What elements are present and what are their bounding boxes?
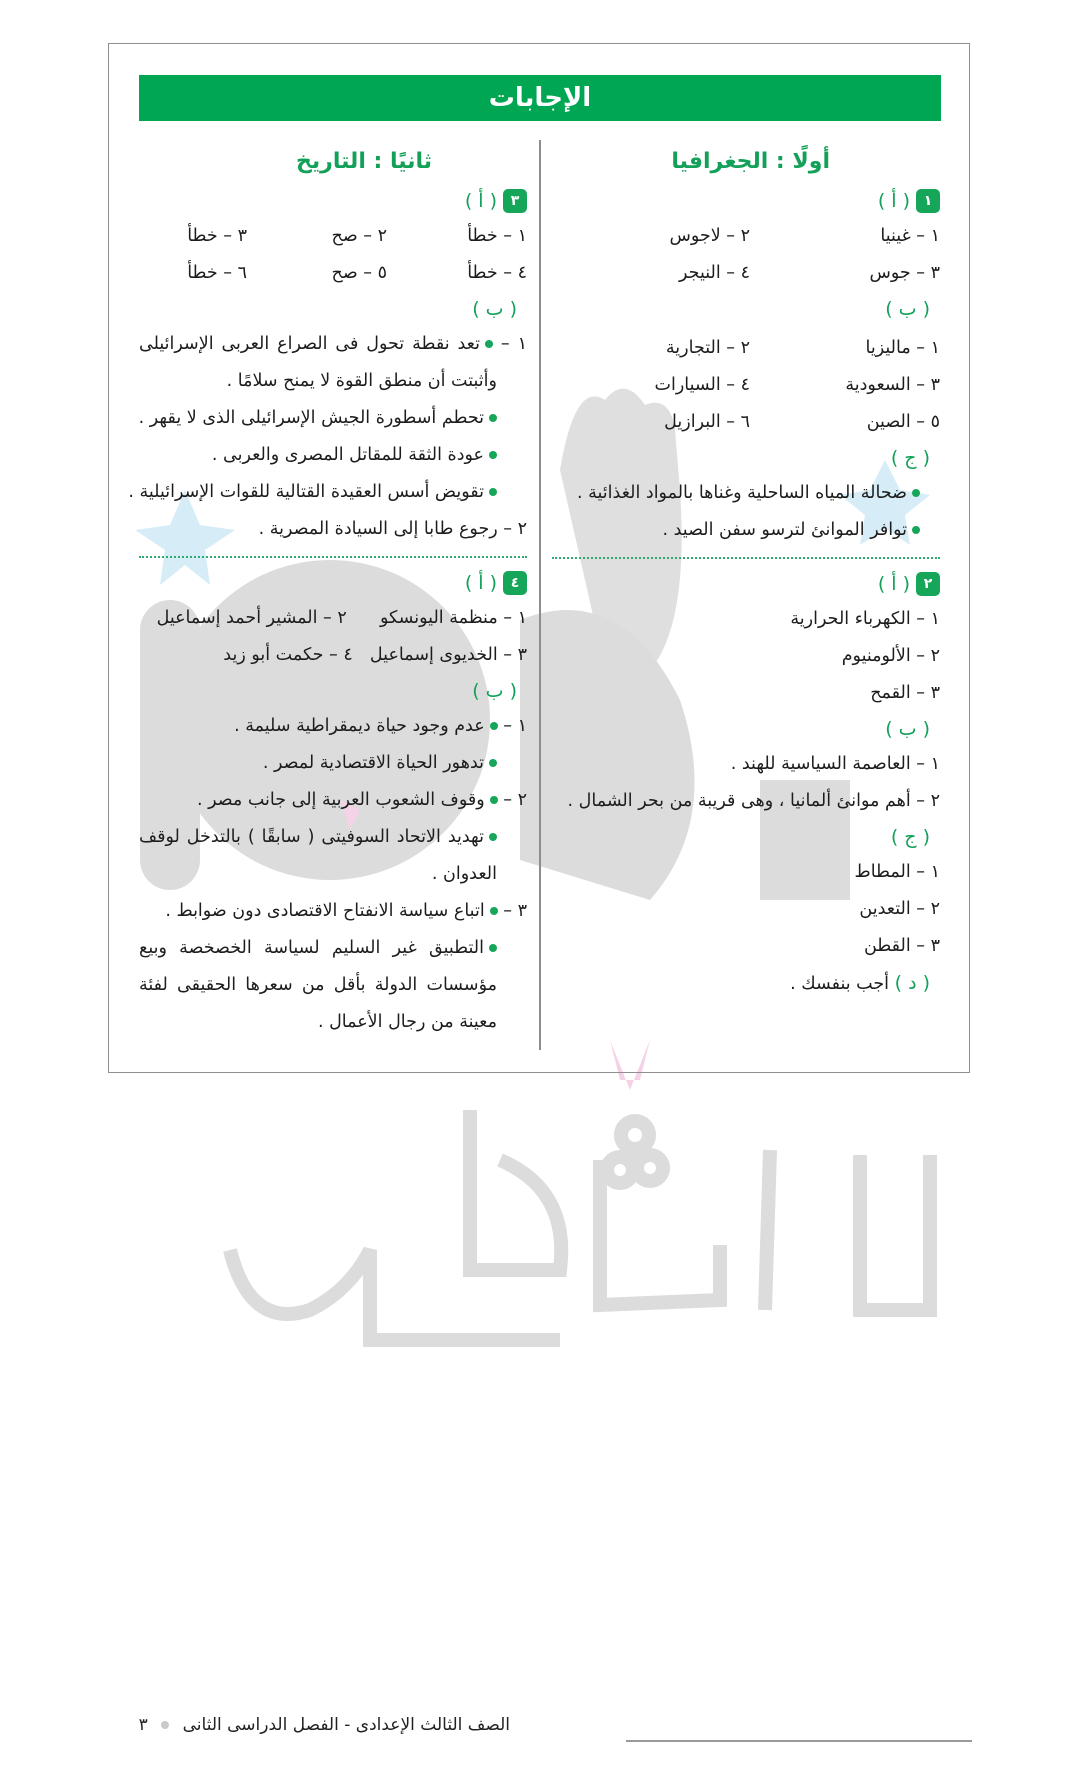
part-label: ( أ ) — [464, 190, 497, 212]
answer-item: ٤ – حكمت أبو زيد — [223, 645, 353, 665]
answer-item: ٤ – النيجر — [679, 263, 750, 283]
question-badge: ١ — [916, 189, 940, 213]
footer-dot-icon — [161, 1721, 169, 1729]
history-column — [128, 140, 527, 1041]
bullet-item — [128, 474, 527, 511]
bullet-item — [139, 437, 527, 474]
column-divider — [539, 140, 541, 1050]
part-label: ( أ ) — [464, 572, 497, 594]
bullet-text: التطبيق غير السليم لسياسة الخصخصة وبيع مؤسسات الدولة بأقل من سعرها الحقيقى لفئة معينة من رجال الأعمال . — [139, 938, 497, 1032]
question-badge: ٤ — [503, 571, 527, 595]
watermark-wordmark — [230, 1110, 930, 1340]
bullet-item — [552, 512, 940, 549]
part-label: ( ج ) — [890, 447, 930, 469]
bullet-item — [139, 930, 527, 1041]
answer-item: ٤ – خطأ — [467, 263, 527, 283]
item-number: ٣ – — [503, 901, 527, 921]
answer-item: ١ – المطاط — [854, 862, 940, 882]
part-label: ( د ) — [894, 972, 930, 994]
answer-item: ٢ – لاجوس — [669, 226, 750, 246]
answer-text: أجب بنفسك . — [790, 974, 890, 994]
geography-column — [552, 140, 940, 1002]
bullet-item — [139, 819, 527, 893]
footer-rule — [626, 1740, 972, 1742]
bullet-item — [139, 745, 527, 782]
bullet-icon — [912, 489, 920, 497]
answer-item: ٢ – أهم موانئ ألمانيا ، وهى قريبة من بحر الشمال . — [567, 791, 940, 811]
q1-b-answers — [552, 330, 940, 441]
item-number: ١ – — [500, 334, 527, 354]
answer-item-d — [552, 965, 940, 1002]
q1-a-answers — [552, 218, 940, 292]
section-separator — [552, 557, 940, 559]
page-number: ٣ — [138, 1715, 148, 1735]
answer-item: ١ – ماليزيا — [865, 338, 940, 358]
answer-item: ١ – العاصمة السياسية للهند . — [730, 754, 940, 774]
bullet-text: عودة الثقة للمقاتل المصرى والعربى . — [211, 445, 484, 465]
bullet-icon — [489, 944, 497, 952]
answer-line — [139, 600, 527, 637]
bullet-icon — [489, 451, 497, 459]
answer-item: ٢ – التجارية — [665, 338, 750, 358]
question-2-header — [552, 567, 940, 601]
question-badge: ٢ — [916, 572, 940, 596]
bullet-icon — [490, 907, 498, 915]
answer-item: ٢ – الألومنيوم — [841, 646, 940, 666]
section-separator — [139, 556, 527, 558]
answer-item: ٢ – التعدين — [859, 899, 940, 919]
answer-item: ٤ – السيارات — [654, 375, 750, 395]
item-number: ١ – — [503, 716, 527, 736]
bullet-icon — [489, 759, 497, 767]
answer-item: ٣ – الخديوى إسماعيل — [369, 645, 527, 665]
bullet-text: ضحالة المياه الساحلية وغناها بالمواد الغذائية . — [577, 483, 907, 503]
bullet-item — [552, 475, 940, 512]
answer-item: ٦ – البرازيل — [664, 412, 750, 432]
bullet-item — [139, 326, 527, 400]
question-badge: ٣ — [503, 189, 527, 213]
bullet-text: توافر الموانئ لترسو سفن الصيد . — [662, 520, 907, 540]
bullet-text: تهديد الاتحاد السوفيتى ( سابقًا ) بالتدخل لوقف العدوان . — [139, 827, 497, 884]
answers-title-bar — [139, 75, 941, 121]
answer-item: ٥ – صح — [331, 263, 387, 283]
q3-a-answers — [139, 218, 527, 292]
bullet-item — [139, 782, 527, 819]
answer-item: ٣ – خطأ — [187, 226, 247, 246]
answer-item: ١ – منظمة اليونسكو — [379, 608, 527, 628]
part-label: ( أ ) — [877, 573, 910, 595]
bullet-text: تدهور الحياة الاقتصادية لمصر . — [262, 753, 484, 773]
bullet-icon — [485, 340, 493, 348]
bullet-icon — [912, 526, 920, 534]
bullet-text: تعد نقطة تحول فى الصراع العربى الإسرائيلى وأثبتت أن منطق القوة لا يمنح سلامًا . — [139, 334, 497, 391]
item-number: ٢ – — [503, 790, 527, 810]
answer-item: ٣ – القطن — [863, 936, 940, 956]
answer-item: ١ – خطأ — [467, 226, 527, 246]
bullet-item — [139, 893, 527, 930]
question-3-header — [139, 184, 527, 218]
bullet-text: تحطم أسطورة الجيش الإسرائيلى الذى لا يقهر . — [138, 408, 484, 428]
part-label: ( ب ) — [472, 298, 517, 320]
part-label: ( ب ) — [885, 718, 930, 740]
footer-text: الصف الثالث الإعدادى - الفصل الدراسى الثانى — [182, 1715, 510, 1735]
bullet-text: اتباع سياسة الانفتاح الاقتصادى دون ضوابط . — [165, 901, 485, 921]
answer-item: ٥ – الصين — [866, 412, 940, 432]
bullet-text: وقوف الشعوب العربية إلى جانب مصر . — [196, 790, 485, 810]
bullet-icon — [490, 722, 498, 730]
bullet-item — [139, 708, 527, 745]
history-title: ثانيًا : التاريخ — [296, 149, 432, 174]
bullet-text: عدم وجود حياة ديمقراطية سليمة . — [234, 716, 485, 736]
answer-item: ٢ – صح — [331, 226, 387, 246]
geography-title: أولًا : الجغرافيا — [671, 149, 830, 174]
answer-item: ٣ – السعودية — [845, 375, 940, 395]
question-1-header — [552, 184, 940, 218]
bullet-icon — [489, 833, 497, 841]
page-title: الإجابات — [488, 83, 592, 113]
part-label: ( أ ) — [877, 190, 910, 212]
page-footer — [139, 1715, 510, 1735]
answer-item: ٣ – القمح — [870, 683, 940, 703]
part-label: ( ب ) — [885, 298, 930, 320]
bullet-text: تقويض أسس العقيدة القتالية للقوات الإسرائيلية . — [128, 482, 484, 502]
bullet-icon — [489, 488, 497, 496]
answer-line — [139, 637, 527, 674]
answer-item: ٢ – المشير أحمد إسماعيل — [156, 608, 347, 628]
bullet-icon — [489, 414, 497, 422]
part-label: ( ب ) — [472, 680, 517, 702]
answer-item: ١ – غينيا — [880, 226, 940, 246]
answer-item: ٣ – جوس — [869, 263, 940, 283]
bullet-icon — [490, 796, 498, 804]
part-label: ( ج ) — [890, 826, 930, 848]
bullet-item — [139, 400, 527, 437]
question-4-header — [139, 566, 527, 600]
answer-item: ٢ – رجوع طابا إلى السيادة المصرية . — [258, 519, 527, 539]
answer-item: ١ – الكهرباء الحرارية — [790, 609, 940, 629]
answer-item: ٦ – خطأ — [187, 263, 247, 283]
